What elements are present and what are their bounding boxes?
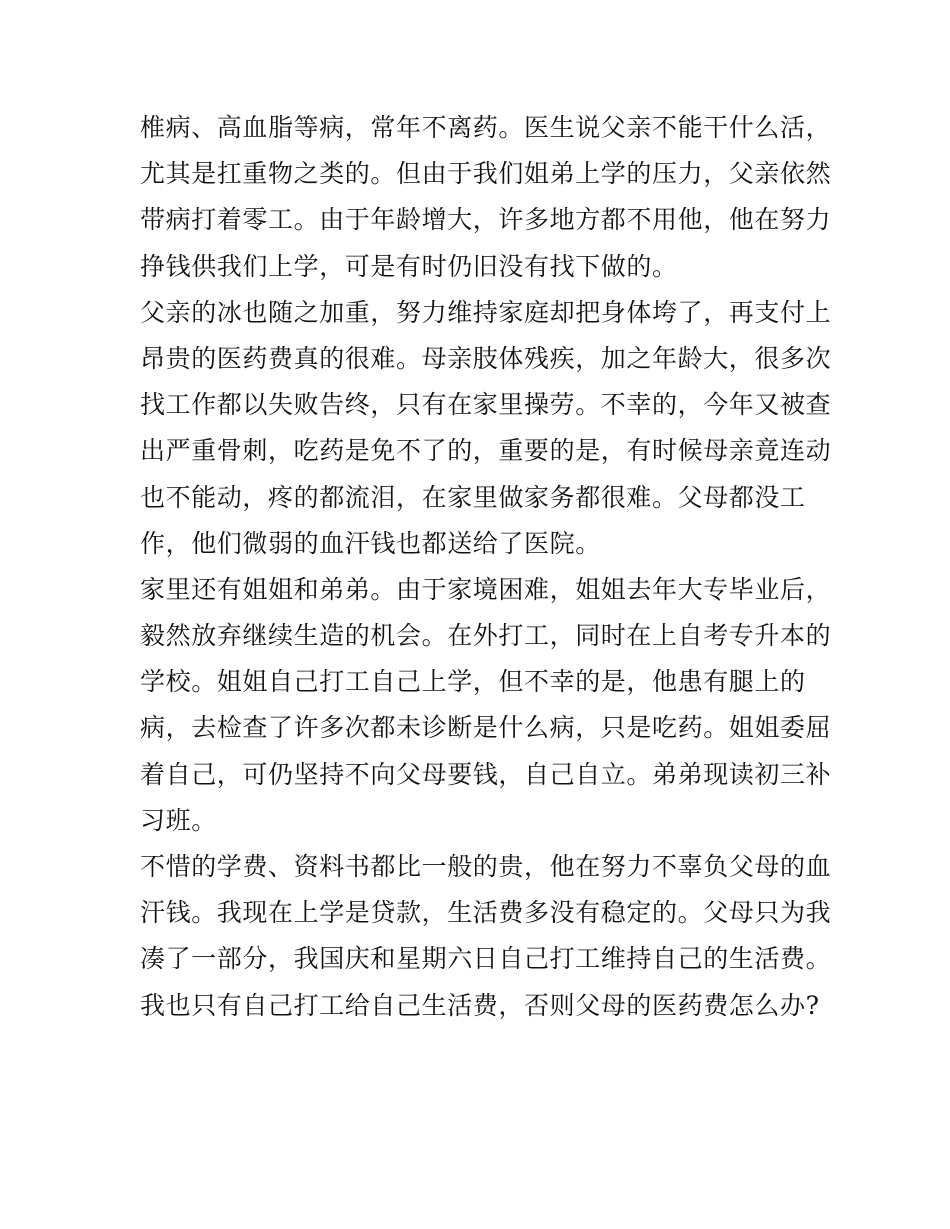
text-line: 也不能动，疼的都流泪，在家里做家务都很难。父母都没工: [140, 482, 806, 512]
text-line: 习班。: [140, 805, 217, 835]
text-line: 凑了一部分，我国庆和星期六日自己打工维持自己的生活费。: [140, 944, 832, 974]
text-line: 带病打着零工。由于年龄增大，许多地方都不用他，他在努力: [140, 205, 832, 235]
text-line: 出严重骨刺，吃药是免不了的，重要的是，有时候母亲竟连动: [140, 436, 832, 466]
text-line: 毅然放弃继续生造的机会。在外打工，同时在上自考专升本的: [140, 621, 832, 651]
text-line: 汗钱。我现在上学是贷款，生活费多没有稳定的。父母只为我: [140, 898, 832, 928]
text-line: 着自己，可仍坚持不向父母要钱，自己自立。弟弟现读初三补: [140, 759, 832, 789]
text-line: 挣钱供我们上学，可是有时仍旧没有找下做的。: [140, 251, 678, 281]
text-line: 不惜的学费、资料书都比一般的贵，他在努力不辜负父母的血: [140, 852, 832, 881]
text-line: 椎病、高血脂等病，常年不离药。医生说父亲不能干什么活，: [140, 113, 832, 142]
text-line: 学校。姐姐自己打工自己上学，但不幸的是，他患有腿上的: [140, 667, 806, 697]
text-line: 找工作都以失败告终，只有在家里操劳。不幸的，今年又被查: [140, 390, 832, 420]
text-line: 昂贵的医药费真的很难。母亲肢体残疾，加之年龄大，很多次: [140, 343, 832, 373]
text-line: 尤其是扛重物之类的。但由于我们姐弟上学的压力，父亲依然: [140, 159, 832, 189]
body-text: [140, 105, 832, 1029]
text-line: 父亲的冰也随之加重，努力维持家庭却把身体垮了，再支付上: [140, 297, 832, 327]
text-line: 我也只有自己打工给自己生活费，否则父母的医药费怎么办?: [140, 990, 820, 1020]
text-line: 家里还有姐姐和弟弟。由于家境困难，姐姐去年大专毕业后，: [140, 574, 832, 604]
text-line: 病，去检查了许多次都未诊断是什么病，只是吃药。姐姐委屈: [140, 713, 832, 743]
text-line: 作，他们微弱的血汗钱也都送给了医院。: [140, 528, 601, 558]
